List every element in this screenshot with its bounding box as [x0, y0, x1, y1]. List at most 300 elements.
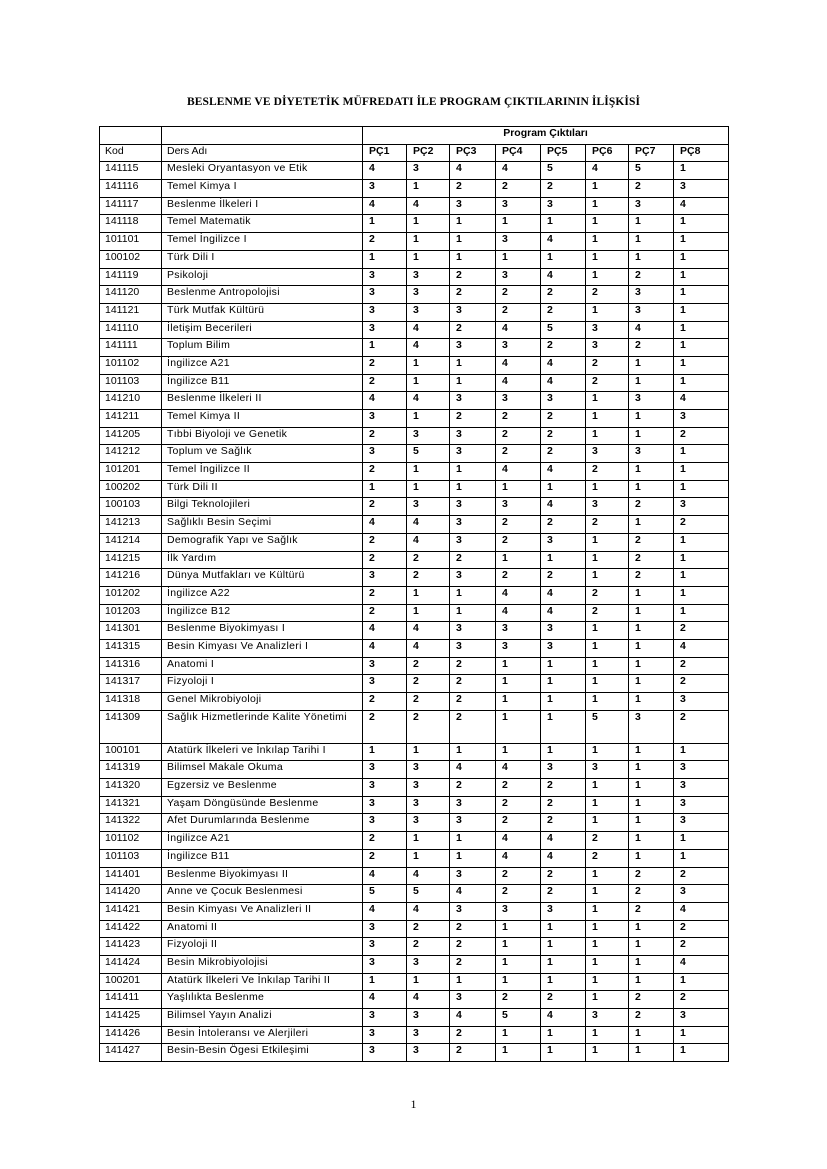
- course-name-cell: Toplum ve Sağlık: [162, 445, 363, 463]
- outcome-score-cell: 1: [586, 250, 629, 268]
- outcome-score-cell: 4: [363, 622, 407, 640]
- outcome-column-header: PÇ8: [674, 144, 729, 162]
- table-row: [100, 250, 729, 268]
- course-name-cell: İngilizce B11: [162, 849, 363, 867]
- table-row: [100, 902, 729, 920]
- course-code-cell: 141115: [100, 162, 162, 180]
- outcome-score-cell: 3: [363, 920, 407, 938]
- outcome-score-cell: 1: [541, 657, 586, 675]
- outcome-score-cell: 2: [629, 1009, 674, 1027]
- outcome-score-cell: 1: [541, 743, 586, 761]
- empty-header-cell: [162, 127, 363, 145]
- table-row: [100, 356, 729, 374]
- outcome-score-cell: 4: [541, 268, 586, 286]
- outcome-score-cell: 2: [363, 604, 407, 622]
- outcome-score-cell: 2: [541, 779, 586, 797]
- outcome-score-cell: 1: [496, 480, 541, 498]
- outcome-score-cell: 1: [541, 693, 586, 711]
- outcome-score-cell: 2: [407, 938, 450, 956]
- outcome-score-cell: 2: [541, 339, 586, 357]
- course-code-cell: 141422: [100, 920, 162, 938]
- outcome-score-cell: 1: [407, 180, 450, 198]
- course-name-cell: İngilizce A22: [162, 586, 363, 604]
- outcome-score-cell: 2: [586, 849, 629, 867]
- outcome-score-cell: 1: [496, 1026, 541, 1044]
- table-row: [100, 233, 729, 251]
- outcome-score-cell: 1: [541, 1026, 586, 1044]
- outcome-score-cell: 1: [586, 180, 629, 198]
- outcome-score-cell: 2: [363, 427, 407, 445]
- outcome-score-cell: 4: [496, 321, 541, 339]
- course-code-cell: 141426: [100, 1026, 162, 1044]
- outcome-score-cell: 3: [363, 814, 407, 832]
- outcome-score-cell: 4: [496, 586, 541, 604]
- course-code-cell: 141420: [100, 885, 162, 903]
- outcome-score-cell: 4: [450, 761, 496, 779]
- outcome-score-cell: 2: [674, 867, 729, 885]
- outcome-score-cell: 3: [363, 268, 407, 286]
- course-name-cell: Toplum Bilim: [162, 339, 363, 357]
- table-row: [100, 197, 729, 215]
- course-code-cell: 141424: [100, 955, 162, 973]
- outcome-score-cell: 1: [586, 268, 629, 286]
- course-name-cell: Fizyoloji I: [162, 675, 363, 693]
- outcome-score-cell: 2: [541, 427, 586, 445]
- outcome-score-cell: 3: [363, 657, 407, 675]
- outcome-score-cell: 1: [586, 693, 629, 711]
- outcome-score-cell: 1: [674, 321, 729, 339]
- table-row: [100, 867, 729, 885]
- outcome-score-cell: 2: [363, 463, 407, 481]
- outcome-score-cell: 4: [496, 374, 541, 392]
- outcome-score-cell: 4: [363, 991, 407, 1009]
- outcome-score-cell: 3: [674, 498, 729, 516]
- course-name-cell: Temel Kimya II: [162, 410, 363, 428]
- outcome-score-cell: 1: [496, 693, 541, 711]
- outcome-score-cell: 1: [629, 938, 674, 956]
- table-row: [100, 920, 729, 938]
- outcome-column-header: PÇ7: [629, 144, 674, 162]
- course-name-cell: Besin-Besin Ögesi Etkileşimi: [162, 1044, 363, 1062]
- outcome-score-cell: 2: [629, 885, 674, 903]
- table-row: [100, 427, 729, 445]
- outcome-score-cell: 2: [674, 920, 729, 938]
- outcome-score-cell: 3: [407, 268, 450, 286]
- course-code-cell: 141421: [100, 902, 162, 920]
- outcome-score-cell: 1: [450, 849, 496, 867]
- outcome-score-cell: 1: [674, 480, 729, 498]
- outcome-score-cell: 1: [541, 480, 586, 498]
- outcome-score-cell: 1: [450, 973, 496, 991]
- outcome-score-cell: 4: [629, 321, 674, 339]
- outcome-score-cell: 1: [407, 973, 450, 991]
- outcome-score-cell: 3: [586, 1009, 629, 1027]
- outcome-score-cell: 1: [629, 743, 674, 761]
- outcome-score-cell: 2: [586, 374, 629, 392]
- course-code-cell: 141317: [100, 675, 162, 693]
- course-code-cell: 141205: [100, 427, 162, 445]
- outcome-score-cell: 5: [496, 1009, 541, 1027]
- outcome-score-cell: 1: [629, 215, 674, 233]
- outcome-score-cell: 1: [629, 761, 674, 779]
- outcome-score-cell: 3: [541, 197, 586, 215]
- outcome-score-cell: 1: [674, 832, 729, 850]
- outcome-score-cell: 3: [363, 180, 407, 198]
- outcome-score-cell: 1: [407, 374, 450, 392]
- outcome-score-cell: 1: [496, 1044, 541, 1062]
- outcome-score-cell: 1: [586, 675, 629, 693]
- table-row: [100, 885, 729, 903]
- outcome-score-cell: 3: [674, 1009, 729, 1027]
- outcome-score-cell: 3: [363, 796, 407, 814]
- outcome-score-cell: 4: [496, 162, 541, 180]
- table-row: [100, 516, 729, 534]
- outcome-score-cell: 3: [450, 902, 496, 920]
- outcome-score-cell: 1: [496, 920, 541, 938]
- outcome-score-cell: 1: [674, 215, 729, 233]
- table-row: [100, 392, 729, 410]
- outcome-score-cell: 2: [496, 533, 541, 551]
- outcome-score-cell: 1: [629, 516, 674, 534]
- outcome-score-cell: 1: [586, 215, 629, 233]
- course-code-cell: 101101: [100, 233, 162, 251]
- course-code-cell: 141425: [100, 1009, 162, 1027]
- outcome-score-cell: 2: [363, 533, 407, 551]
- outcome-score-cell: 5: [541, 321, 586, 339]
- course-code-cell: 101103: [100, 849, 162, 867]
- outcome-score-cell: 4: [541, 498, 586, 516]
- outcome-score-cell: 2: [407, 569, 450, 587]
- outcome-score-cell: 3: [363, 1044, 407, 1062]
- outcome-score-cell: 4: [407, 991, 450, 1009]
- outcome-score-cell: 1: [586, 796, 629, 814]
- table-row: [100, 498, 729, 516]
- course-code-cell: 100202: [100, 480, 162, 498]
- table-row: [100, 991, 729, 1009]
- outcome-score-cell: 1: [674, 445, 729, 463]
- outcome-score-cell: 1: [629, 814, 674, 832]
- outcome-score-cell: 1: [674, 973, 729, 991]
- outcome-score-cell: 1: [674, 533, 729, 551]
- outcome-score-cell: 1: [586, 657, 629, 675]
- course-name-cell: Mesleki Oryantasyon ve Etik: [162, 162, 363, 180]
- outcome-score-cell: 1: [541, 675, 586, 693]
- outcome-score-cell: 1: [450, 374, 496, 392]
- outcome-score-cell: 4: [541, 586, 586, 604]
- outcome-score-cell: 2: [496, 410, 541, 428]
- outcome-score-cell: 2: [407, 920, 450, 938]
- outcome-column-header: PÇ6: [586, 144, 629, 162]
- outcome-score-cell: 1: [674, 1026, 729, 1044]
- outcome-score-cell: 2: [541, 516, 586, 534]
- outcome-score-cell: 3: [363, 779, 407, 797]
- course-code-cell: 141118: [100, 215, 162, 233]
- outcome-score-cell: 2: [629, 867, 674, 885]
- outcome-score-cell: 1: [629, 356, 674, 374]
- outcome-score-cell: 2: [629, 268, 674, 286]
- course-code-cell: 141110: [100, 321, 162, 339]
- outcome-score-cell: 1: [674, 569, 729, 587]
- table-row: [100, 1026, 729, 1044]
- table-row: [100, 955, 729, 973]
- outcome-score-cell: 3: [407, 779, 450, 797]
- outcome-score-cell: 4: [450, 1009, 496, 1027]
- outcome-score-cell: 1: [450, 250, 496, 268]
- outcome-score-cell: 2: [541, 796, 586, 814]
- outcome-score-cell: 5: [407, 445, 450, 463]
- outcome-score-cell: 1: [496, 973, 541, 991]
- course-name-cell: Temel Kimya I: [162, 180, 363, 198]
- outcome-score-cell: 4: [496, 463, 541, 481]
- outcome-score-cell: 4: [541, 356, 586, 374]
- outcome-score-cell: 1: [674, 463, 729, 481]
- outcome-score-cell: 1: [496, 657, 541, 675]
- course-name-cell: İngilizce A21: [162, 832, 363, 850]
- outcome-score-cell: 4: [407, 392, 450, 410]
- outcome-score-cell: 1: [586, 197, 629, 215]
- outcome-score-cell: 3: [586, 321, 629, 339]
- outcome-score-cell: 2: [496, 427, 541, 445]
- outcome-score-cell: 3: [496, 268, 541, 286]
- course-code-cell: 101102: [100, 832, 162, 850]
- outcome-score-cell: 1: [586, 779, 629, 797]
- outcome-score-cell: 2: [629, 569, 674, 587]
- outcome-score-cell: 1: [363, 215, 407, 233]
- outcome-score-cell: 3: [363, 1026, 407, 1044]
- outcome-score-cell: 2: [363, 849, 407, 867]
- table-row: [100, 779, 729, 797]
- outcome-score-cell: 1: [586, 410, 629, 428]
- outcome-score-cell: 1: [629, 250, 674, 268]
- course-name-cell: Atatürk İlkeleri Ve İnkılap Tarihi II: [162, 973, 363, 991]
- outcome-score-cell: 3: [496, 902, 541, 920]
- outcome-score-cell: 4: [363, 197, 407, 215]
- table-row: [100, 761, 729, 779]
- outcome-score-cell: 1: [586, 991, 629, 1009]
- outcome-score-cell: 2: [407, 657, 450, 675]
- outcome-score-cell: 2: [629, 991, 674, 1009]
- course-code-cell: 100103: [100, 498, 162, 516]
- outcome-score-cell: 1: [586, 427, 629, 445]
- outcome-score-cell: 2: [629, 902, 674, 920]
- outcome-score-cell: 1: [496, 710, 541, 743]
- outcome-score-cell: 3: [496, 197, 541, 215]
- table-row: [100, 693, 729, 711]
- outcome-score-cell: 1: [541, 938, 586, 956]
- outcome-score-cell: 1: [496, 250, 541, 268]
- outcome-score-cell: 1: [629, 374, 674, 392]
- outcome-score-cell: 2: [541, 885, 586, 903]
- outcome-score-cell: 4: [363, 392, 407, 410]
- outcome-score-cell: 1: [674, 1044, 729, 1062]
- outcome-score-cell: 1: [541, 955, 586, 973]
- outcome-score-cell: 1: [541, 1044, 586, 1062]
- outcome-score-cell: 2: [629, 551, 674, 569]
- outcome-score-cell: 3: [407, 427, 450, 445]
- outcome-score-cell: 1: [586, 867, 629, 885]
- outcome-column-header: PÇ4: [496, 144, 541, 162]
- course-name-cell: Bilimsel Yayın Analizi: [162, 1009, 363, 1027]
- outcome-score-cell: 1: [629, 480, 674, 498]
- outcome-score-cell: 4: [407, 533, 450, 551]
- table-row: [100, 814, 729, 832]
- outcome-score-cell: 2: [407, 693, 450, 711]
- outcome-score-cell: 2: [541, 180, 586, 198]
- course-name-cell: Türk Dili II: [162, 480, 363, 498]
- table-row: [100, 569, 729, 587]
- course-name-cell: Türk Dili I: [162, 250, 363, 268]
- course-name-cell: Beslenme İlkeleri II: [162, 392, 363, 410]
- outcome-score-cell: 4: [407, 902, 450, 920]
- outcome-score-cell: 4: [363, 516, 407, 534]
- course-name-cell: Fizyoloji II: [162, 938, 363, 956]
- outcome-score-cell: 2: [450, 920, 496, 938]
- outcome-score-cell: 3: [407, 162, 450, 180]
- outcome-score-cell: 3: [450, 569, 496, 587]
- outcome-score-cell: 3: [407, 761, 450, 779]
- table-row: [100, 710, 729, 743]
- course-code-cell: 141309: [100, 710, 162, 743]
- table-row: [100, 973, 729, 991]
- outcome-score-cell: 3: [541, 761, 586, 779]
- outcome-score-cell: 3: [363, 286, 407, 304]
- outcome-score-cell: 3: [450, 516, 496, 534]
- outcome-score-cell: 2: [541, 445, 586, 463]
- table-row: [100, 743, 729, 761]
- outcome-score-cell: 1: [674, 551, 729, 569]
- outcome-score-cell: 1: [629, 920, 674, 938]
- table-row: [100, 1009, 729, 1027]
- outcome-score-cell: 1: [629, 604, 674, 622]
- table-row: [100, 480, 729, 498]
- outcome-score-cell: 1: [629, 955, 674, 973]
- course-name-cell: Bilgi Teknolojileri: [162, 498, 363, 516]
- outcome-score-cell: 3: [496, 233, 541, 251]
- outcome-score-cell: 1: [407, 250, 450, 268]
- outcome-score-cell: 1: [586, 480, 629, 498]
- outcome-score-cell: 2: [450, 710, 496, 743]
- outcome-score-cell: 1: [586, 233, 629, 251]
- table-row: [100, 622, 729, 640]
- outcome-score-cell: 1: [496, 938, 541, 956]
- outcome-score-cell: 4: [541, 463, 586, 481]
- outcome-score-cell: 2: [496, 991, 541, 1009]
- outcome-score-cell: 2: [363, 498, 407, 516]
- course-name-cell: İngilizce A21: [162, 356, 363, 374]
- outcome-score-cell: 1: [541, 920, 586, 938]
- outcome-score-cell: 2: [674, 657, 729, 675]
- course-name-cell: Besin Mikrobiyolojisi: [162, 955, 363, 973]
- outcome-score-cell: 1: [586, 622, 629, 640]
- outcome-score-cell: 1: [541, 973, 586, 991]
- course-name-cell: Anne ve Çocuk Beslenmesi: [162, 885, 363, 903]
- outcome-score-cell: 3: [586, 445, 629, 463]
- course-name-cell: Atatürk İlkeleri ve İnkılap Tarihi I: [162, 743, 363, 761]
- outcome-score-cell: 1: [407, 463, 450, 481]
- table-row: [100, 533, 729, 551]
- outcome-score-cell: 3: [674, 814, 729, 832]
- outcome-score-cell: 4: [586, 162, 629, 180]
- outcome-score-cell: 4: [496, 356, 541, 374]
- outcome-score-cell: 4: [496, 832, 541, 850]
- course-name-column-header: Ders Adı: [162, 144, 363, 162]
- outcome-score-cell: 3: [629, 392, 674, 410]
- outcome-score-cell: 1: [674, 604, 729, 622]
- course-name-cell: Anatomi II: [162, 920, 363, 938]
- outcome-score-cell: 3: [450, 639, 496, 657]
- outcome-score-cell: 4: [674, 955, 729, 973]
- course-name-cell: Psikoloji: [162, 268, 363, 286]
- outcome-score-cell: 2: [450, 779, 496, 797]
- outcome-score-cell: 2: [629, 339, 674, 357]
- table-row: [100, 215, 729, 233]
- table-row: [100, 675, 729, 693]
- outcome-score-cell: 1: [586, 551, 629, 569]
- outcome-score-cell: 1: [586, 533, 629, 551]
- outcome-score-cell: 2: [674, 675, 729, 693]
- outcome-score-cell: 3: [541, 392, 586, 410]
- outcome-score-cell: 1: [450, 215, 496, 233]
- outcome-score-cell: 1: [674, 233, 729, 251]
- outcome-score-cell: 1: [407, 586, 450, 604]
- outcome-score-cell: 4: [407, 622, 450, 640]
- outcome-score-cell: 1: [674, 339, 729, 357]
- course-code-cell: 141411: [100, 991, 162, 1009]
- outcome-score-cell: 1: [450, 586, 496, 604]
- outcome-score-cell: 1: [450, 463, 496, 481]
- outcome-score-cell: 2: [450, 955, 496, 973]
- outcome-score-cell: 4: [407, 516, 450, 534]
- outcome-score-cell: 4: [541, 832, 586, 850]
- outcome-score-cell: 2: [363, 693, 407, 711]
- course-code-cell: 141210: [100, 392, 162, 410]
- outcome-score-cell: 3: [629, 445, 674, 463]
- outcome-score-cell: 3: [450, 197, 496, 215]
- outcome-score-cell: 2: [629, 533, 674, 551]
- outcome-score-cell: 3: [674, 779, 729, 797]
- outcome-score-cell: 4: [407, 867, 450, 885]
- outcome-score-cell: 2: [363, 356, 407, 374]
- outcome-score-cell: 2: [586, 586, 629, 604]
- course-code-cell: 141119: [100, 268, 162, 286]
- outcome-score-cell: 1: [629, 675, 674, 693]
- outcome-score-cell: 4: [674, 197, 729, 215]
- outcome-score-cell: 1: [629, 410, 674, 428]
- course-code-cell: 141117: [100, 197, 162, 215]
- outcome-column-header: PÇ3: [450, 144, 496, 162]
- outcome-score-cell: 1: [586, 938, 629, 956]
- course-code-cell: 141111: [100, 339, 162, 357]
- outcome-score-cell: 1: [629, 233, 674, 251]
- outcome-score-cell: 2: [496, 867, 541, 885]
- outcome-score-cell: 1: [450, 604, 496, 622]
- course-name-cell: İngilizce B11: [162, 374, 363, 392]
- outcome-score-cell: 2: [407, 675, 450, 693]
- outcome-score-cell: 2: [541, 569, 586, 587]
- outcome-score-cell: 1: [363, 480, 407, 498]
- course-name-cell: Türk Mutfak Kültürü: [162, 303, 363, 321]
- outcome-score-cell: 3: [586, 498, 629, 516]
- outcome-score-cell: 2: [496, 516, 541, 534]
- outcome-score-cell: 2: [450, 268, 496, 286]
- outcome-score-cell: 2: [407, 551, 450, 569]
- course-name-cell: Afet Durumlarında Beslenme: [162, 814, 363, 832]
- outcome-score-cell: 1: [629, 693, 674, 711]
- course-name-cell: Besin Kimyası Ve Analizleri I: [162, 639, 363, 657]
- outcome-score-cell: 1: [674, 162, 729, 180]
- course-code-cell: 141321: [100, 796, 162, 814]
- outcome-score-cell: 3: [450, 867, 496, 885]
